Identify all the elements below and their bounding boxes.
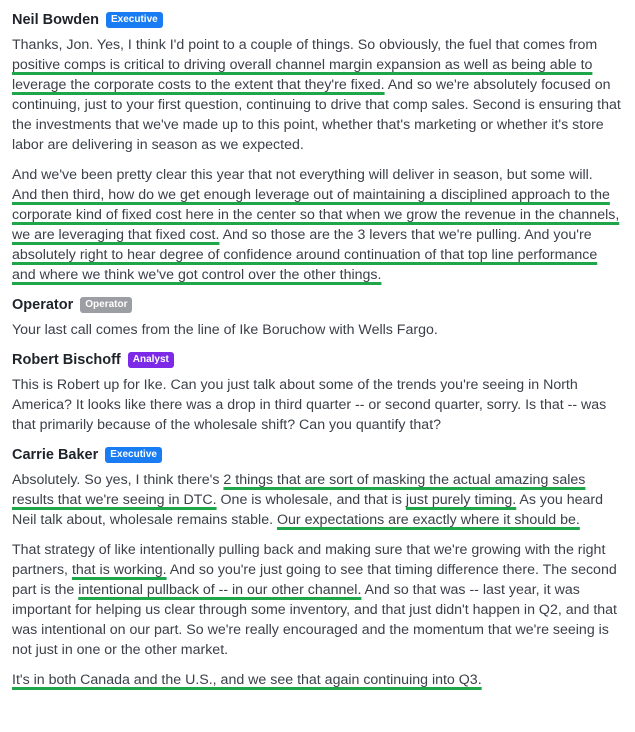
- role-badge: Operator: [80, 297, 132, 313]
- speaker-header: [12, 350, 621, 370]
- transcript-paragraph: [12, 375, 621, 435]
- paragraph-text: And so you're just going to see that timing difference there. The second part is the: [12, 562, 617, 598]
- highlighted-text: Our expectations are exactly where it should be.: [276, 512, 580, 528]
- speaker-name: Carrie Baker: [12, 447, 99, 463]
- transcript-paragraph: [12, 35, 621, 155]
- paragraph-text: And we've been pretty clear this year that not everything will deliver in season, but some will.: [12, 167, 593, 183]
- highlighted-text: absolutely right to hear degree of confidence around continuation of that top line performance and where we think we've got control over the other things.: [12, 247, 598, 283]
- paragraph-text: And so those are the 3 levers that we're pulling. And you're: [219, 227, 592, 243]
- highlighted-text: just purely timing.: [405, 492, 517, 508]
- paragraph-text: That strategy of like intentionally pulling back and making sure that we're growing with the right partners,: [12, 542, 606, 578]
- speaker-header: [12, 295, 621, 315]
- highlighted-text: It's in both Canada and the U.S., and we see that again continuing into Q3.: [12, 672, 482, 688]
- role-badge: Executive: [106, 12, 163, 28]
- paragraph-text: And so that was -- last year, it was important for helping us clear through some inventory, and that just didn't happen in Q2, and that was intentional on our part. So we're really encouraged and the momentum that we're seeing is not just in one or the other market.: [12, 582, 617, 658]
- transcript-paragraph: [12, 470, 621, 530]
- speaker-header: [12, 10, 621, 30]
- paragraph-text: Thanks, Jon. Yes, I think I'd point to a couple of things. So obviously, the fuel that comes from: [12, 37, 598, 53]
- speaker-block: [12, 295, 621, 340]
- paragraph-text: As you heard Neil talk about, wholesale remains stable.: [12, 492, 604, 528]
- paragraph-text: This is Robert up for Ike. Can you just talk about some of the trends you're seeing in North America? It looks like there was a drop in third quarter -- or second quarter, sorry. Is that -- was that primarily because of the wholesale shift? Can you quantify that?: [12, 377, 607, 433]
- highlighted-text: that is working.: [71, 562, 167, 578]
- transcript-paragraph: [12, 540, 621, 660]
- highlighted-text: positive comps is critical to driving overall channel margin expansion as well as being able to leverage the corporate costs to the extent that they're fixed.: [12, 57, 593, 93]
- paragraph-text: One is wholesale, and that is: [216, 492, 406, 508]
- transcript-paragraph: [12, 165, 621, 285]
- speaker-name: Neil Bowden: [12, 12, 100, 28]
- speaker-block: [12, 445, 621, 690]
- paragraph-text: Your last call comes from the line of Ike Boruchow with Wells Fargo.: [12, 322, 438, 338]
- role-badge: Analyst: [128, 352, 174, 368]
- highlighted-text: And then third, how do we get enough leverage out of maintaining a disciplined approach to the corporate kind of fixed cost here in the center so that when we grow the revenue in the channels, we are leveraging that fixed cost.: [12, 187, 620, 243]
- speaker-name: Operator: [12, 297, 74, 313]
- paragraph-text: Absolutely. So yes, I think there's: [12, 472, 224, 488]
- highlighted-text: intentional pullback of -- in our other channel.: [78, 582, 362, 598]
- speaker-header: [12, 445, 621, 465]
- speaker-name: Robert Bischoff: [12, 352, 121, 368]
- role-badge: Executive: [105, 447, 162, 463]
- speaker-block: [12, 10, 621, 285]
- paragraph-text: And so we're absolutely focused on continuing, just to your first question, continuing to drive that comp sales. Second is ensuring that the investments that we've made up to this point, whether that's marketing or whether it's store labor are delivering in season as we expected.: [12, 77, 621, 153]
- speaker-block: [12, 350, 621, 435]
- highlighted-text: 2 things that are sort of masking the actual amazing sales results that we're seeing in DTC.: [12, 472, 586, 508]
- transcript-paragraph: [12, 670, 621, 690]
- transcript-paragraph: [12, 320, 621, 340]
